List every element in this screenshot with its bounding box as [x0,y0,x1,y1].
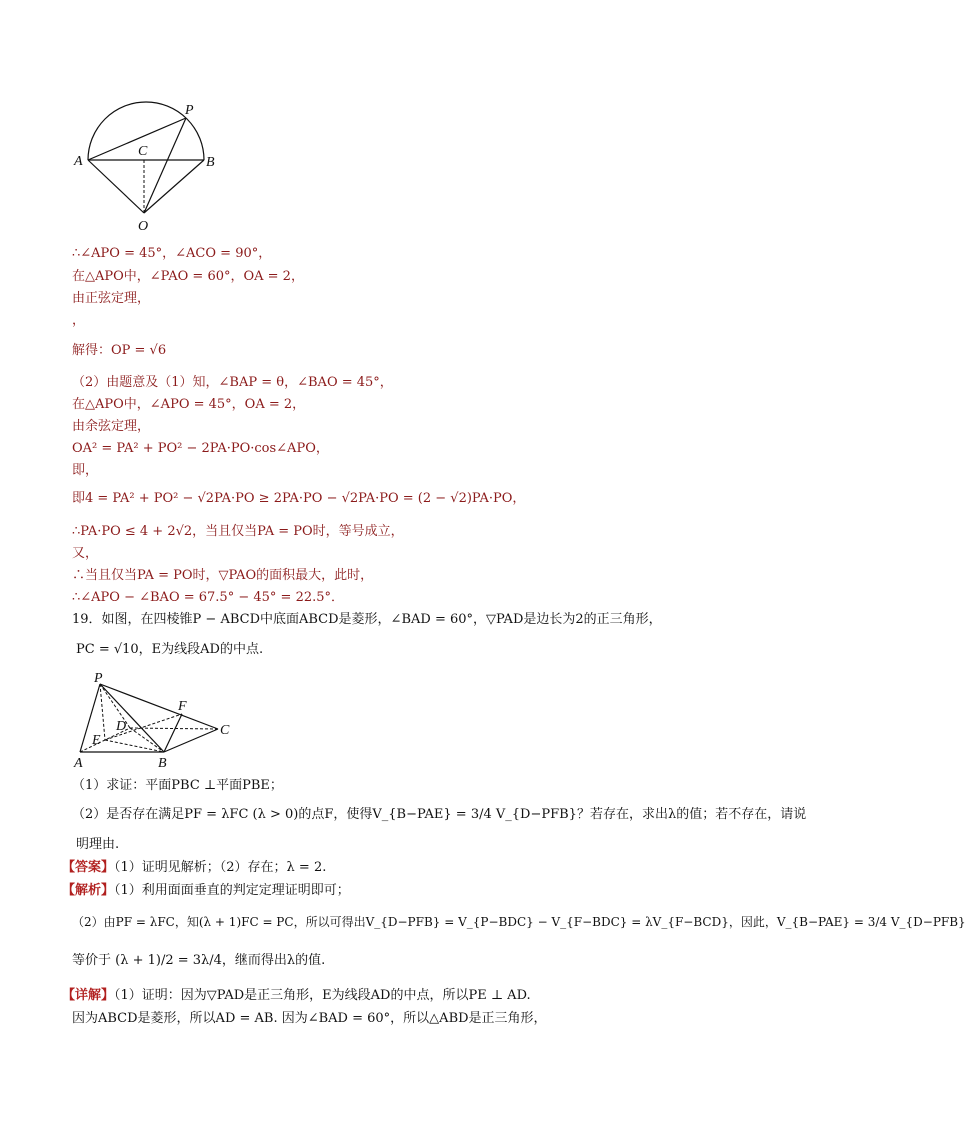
text-line: 在△APO中，∠PAO = 60°，OA = 2， [72,269,304,284]
text-line: 即4 = PA² + PO² − √2PA·PO ≥ 2PA·PO − √2PA·PO = (2 − √2)PA·PO， [72,491,526,506]
analysis-line-2: （2）由PF = λFC，知(λ + 1)FC = PC，所以可得出V_{D−PFB} = V_{P−BDC} − V_{F−BDC} = λV_{F−BCD}，因此，V_{B−PAE} = 3/4 V_{D−PFB} [72,915,966,929]
text-line: ∴PA·PO ≤ 4 + 2√2，当且仅当PA = PO时，等号成立， [72,524,404,539]
figure-pyramid [66,672,246,772]
text-line: 由余弦定理， [72,419,151,434]
detail-text: （1）证明：因为▽PAD是正三角形，E为线段AD的中点，所以PE ⊥ AD. [114,988,531,1003]
edge-BC [164,729,218,752]
figure-semicircle [66,100,236,235]
text-line: 由正弦定理， [72,291,151,306]
label-E: E [92,733,101,748]
label-P: P [94,671,103,686]
edge-DC-dashed [130,728,218,729]
label-A: A [74,756,83,771]
edge-PB [100,684,164,752]
question-1: （1）求证：平面PBC ⊥平面PBE； [72,778,283,793]
label-B: B [158,756,167,771]
segment-AP [88,118,186,160]
text-line: 解得：OP = √6 [72,343,167,358]
detail-line [62,987,531,1005]
label-P: P [185,103,194,118]
analysis-tag: 【解析】 [62,883,115,898]
analysis-text: （1）利用面面垂直的判定定理证明即可； [114,883,350,898]
segment-AO [88,160,144,213]
problem-19-statement: 19．如图，在四棱锥P − ABCD中底面ABCD是菱形，∠BAD = 60°，▽PAD是边长为2的正三角形， [72,612,662,627]
segment-PO [144,118,186,213]
segment-BO [144,160,204,213]
detail-tag: 【详解】 [62,988,115,1003]
text-line: （2）由题意及（1）知，∠BAP = θ，∠BAO = 45°， [72,375,393,390]
text-line: 在△APO中，∠APO = 45°，OA = 2， [72,397,306,412]
label-C: C [138,144,148,159]
edge-PE-dashed [100,684,105,740]
edge-BF [164,714,182,752]
label-O: O [138,219,149,234]
answer-text: （1）证明见解析；（2）存在；λ = 2. [114,860,327,875]
question-2: （2）是否存在满足PF = λFC (λ > 0)的点F，使得V_{B−PAE} = 3/4 V_{D−PFB}？若存在，求出λ的值；若不存在，请说 [72,807,807,822]
text-line: ∴∠APO − ∠BAO = 67.5° − 45° = 22.5°． [72,590,345,605]
label-B: B [206,155,215,170]
text-line: ∴当且仅当PA = PO时，▽PAO的面积最大，此时， [72,568,374,583]
analysis-line [62,882,350,900]
answer-line [62,859,326,877]
label-F: F [178,699,187,714]
text-line: OA² = PA² + PO² − 2PA·PO·cos∠APO， [72,441,329,456]
label-C: C [220,723,230,738]
problem-19-statement-cont: PC = √10，E为线段AD的中点. [76,642,264,657]
question-2-cont: 明理由. [76,837,120,852]
label-A: A [74,154,83,169]
text-line: ∴∠APO = 45°，∠ACO = 90°， [72,246,272,261]
text-line: 即， [72,463,99,478]
analysis-line-3: 等价于 (λ + 1)/2 = 3λ/4，继而得出λ的值. [72,953,326,968]
text-line: 又， [72,546,99,561]
text-line: ， [72,313,86,328]
detail-line-2: 因为ABCD是菱形，所以AD = AB. 因为∠BAD = 60°，所以△ABD是正三角形， [72,1011,547,1026]
answer-tag: 【答案】 [62,860,115,875]
label-D: D [116,719,127,734]
